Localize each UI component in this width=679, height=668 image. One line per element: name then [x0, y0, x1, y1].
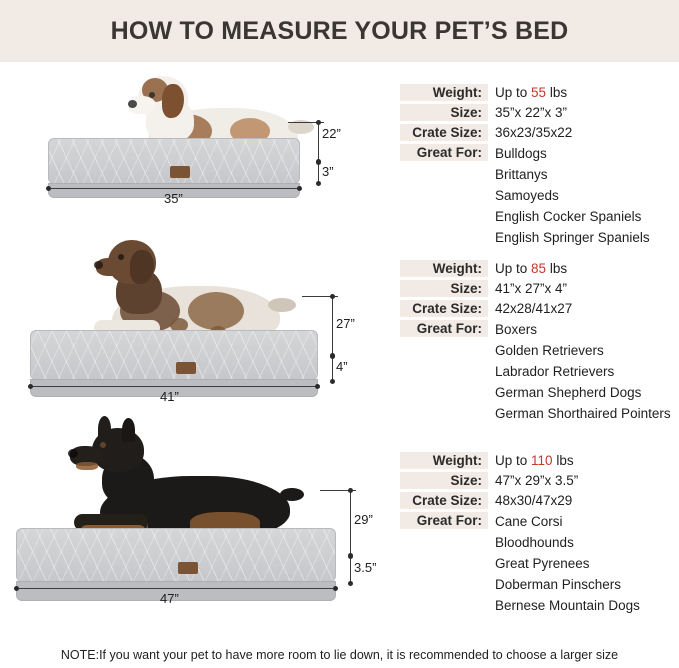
- spec-greatfor-small-3: [400, 207, 679, 226]
- spec-value-great-for-2: Labrador Retrievers: [495, 364, 615, 379]
- dim-dot: [316, 160, 321, 165]
- spec-value-great-for-3: German Shepherd Dogs: [495, 385, 642, 400]
- weight-prefix: Up to: [495, 85, 532, 100]
- weight-suffix: lbs: [552, 453, 574, 468]
- spec-greatfor-large-4: [400, 596, 679, 615]
- spec-value-great-for-1: Brittanys: [495, 167, 548, 182]
- spec-panel-large: [400, 452, 679, 617]
- spec-key-spacer: [400, 383, 488, 385]
- weight-suffix: lbs: [546, 85, 568, 100]
- dim-label-depth-small: 22”: [322, 126, 341, 141]
- spec-greatfor-small-2: [400, 186, 679, 205]
- spec-size-large: [400, 472, 679, 490]
- illustration-small: [0, 62, 400, 234]
- spec-greatfor-medium-4: [400, 404, 679, 423]
- spec-greatfor-medium-2: [400, 362, 679, 381]
- spec-key-spacer: [400, 186, 488, 188]
- dim-dot: [330, 294, 335, 299]
- product-row-large: [0, 426, 679, 626]
- product-row-small: [0, 62, 679, 245]
- weight-suffix: lbs: [546, 261, 568, 276]
- dim-dot: [297, 186, 302, 191]
- spec-value-great-for-0: Cane Corsi: [495, 514, 563, 529]
- dim-dot: [330, 379, 335, 384]
- brand-tag: [170, 166, 190, 178]
- bed-drawing-medium: [30, 330, 318, 398]
- spec-size-medium: [400, 280, 679, 298]
- spec-greatfor-medium-0: [400, 320, 679, 339]
- dim-line-depth-medium: [332, 296, 333, 356]
- dim-dot: [316, 120, 321, 125]
- spec-value-crate-size: 48x30/47x29: [495, 493, 573, 508]
- weight-number: 55: [531, 85, 547, 100]
- dim-line-width-large: [16, 588, 336, 589]
- dim-label-width-small: 35”: [164, 191, 183, 206]
- page-title: HOW TO MEASURE YOUR PET’S BED: [110, 16, 569, 45]
- dim-dot: [348, 581, 353, 586]
- spec-value-crate-size: 42x28/41x27: [495, 301, 573, 316]
- spec-key-great-for: Great For:: [400, 144, 488, 161]
- spec-value-great-for-0: Boxers: [495, 322, 538, 337]
- spec-key-spacer: [400, 596, 488, 598]
- dim-line-height-large: [350, 556, 351, 584]
- spec-value-size: 41”x 27”x 4”: [495, 281, 568, 296]
- weight-number: 85: [531, 261, 547, 276]
- dim-dot: [46, 186, 51, 191]
- spec-value-great-for-4: English Springer Spaniels: [495, 230, 650, 245]
- spec-key-spacer: [400, 533, 488, 535]
- spec-value-weight: [488, 452, 574, 469]
- spec-value-great-for-4: German Shorthaired Pointers: [495, 406, 671, 421]
- spec-crate-small: [400, 124, 679, 142]
- weight-prefix: Up to: [495, 453, 532, 468]
- dim-dot: [333, 586, 338, 591]
- spec-greatfor-large-1: [400, 533, 679, 552]
- spec-key-spacer: [400, 228, 488, 230]
- product-rows: [0, 62, 679, 626]
- spec-key-spacer: [400, 554, 488, 556]
- product-row-medium: [0, 234, 679, 426]
- brand-tag: [178, 562, 198, 574]
- spec-value-weight: [488, 260, 567, 277]
- spec-greatfor-small-0: [400, 144, 679, 163]
- spec-key-great-for: Great For:: [400, 320, 488, 337]
- spec-size-small: [400, 104, 679, 122]
- spec-weight-medium: [400, 260, 679, 278]
- spec-key-size: Size:: [400, 104, 488, 121]
- footer-note: NOTE:If you want your pet to have more room to lie down, it is recommended to choose a larger size: [60, 648, 619, 662]
- spec-greatfor-large-2: [400, 554, 679, 573]
- spec-value-great-for-3: English Cocker Spaniels: [495, 209, 642, 224]
- dim-label-width-medium: 41”: [160, 389, 179, 404]
- dim-line-width-small: [48, 188, 300, 189]
- weight-prefix: Up to: [495, 261, 532, 276]
- spec-key-weight: Weight:: [400, 84, 488, 101]
- dim-dot: [14, 586, 19, 591]
- spec-key-size: Size:: [400, 472, 488, 489]
- illustration-large: [0, 426, 400, 626]
- dim-dot: [315, 384, 320, 389]
- spec-key-spacer: [400, 341, 488, 343]
- spec-key-crate-size: Crate Size:: [400, 300, 488, 317]
- spec-weight-large: [400, 452, 679, 470]
- spec-value-size: 35”x 22”x 3”: [495, 105, 568, 120]
- dim-label-height-large: 3.5”: [354, 560, 377, 575]
- spec-crate-medium: [400, 300, 679, 318]
- spec-value-great-for-3: Doberman Pinschers: [495, 577, 622, 592]
- spec-key-crate-size: Crate Size:: [400, 124, 488, 141]
- spec-key-great-for: Great For:: [400, 512, 488, 529]
- spec-greatfor-medium-3: [400, 383, 679, 402]
- dim-dot: [28, 384, 33, 389]
- dim-dot: [316, 181, 321, 186]
- spec-key-spacer: [400, 575, 488, 577]
- spec-value-crate-size: 36x23/35x22: [495, 125, 573, 140]
- spec-key-weight: Weight:: [400, 260, 488, 277]
- spec-value-great-for-4: Bernese Mountain Dogs: [495, 598, 640, 613]
- spec-panel-medium: [400, 260, 679, 425]
- spec-crate-large: [400, 492, 679, 510]
- weight-number: 110: [531, 453, 553, 468]
- dim-line-width-medium: [30, 386, 318, 387]
- spec-key-weight: Weight:: [400, 452, 488, 469]
- dim-label-height-small: 3”: [322, 164, 334, 179]
- dim-dot: [348, 554, 353, 559]
- dim-dot: [330, 354, 335, 359]
- spec-value-great-for-2: Samoyeds: [495, 188, 559, 203]
- spec-key-crate-size: Crate Size:: [400, 492, 488, 509]
- spec-value-weight: [488, 84, 567, 101]
- spec-panel-small: [400, 84, 679, 249]
- spec-greatfor-large-3: [400, 575, 679, 594]
- page-header: [0, 0, 679, 62]
- spec-value-great-for-1: Golden Retrievers: [495, 343, 604, 358]
- dim-label-height-medium: 4”: [336, 359, 348, 374]
- spec-key-spacer: [400, 165, 488, 167]
- spec-key-size: Size:: [400, 280, 488, 297]
- dim-label-depth-large: 29”: [354, 512, 373, 527]
- dim-line-depth-large: [350, 490, 351, 556]
- illustration-medium: [0, 234, 400, 426]
- spec-value-great-for-0: Bulldogs: [495, 146, 547, 161]
- dim-label-depth-medium: 27”: [336, 316, 355, 331]
- spec-key-spacer: [400, 362, 488, 364]
- spec-key-spacer: [400, 207, 488, 209]
- dim-dot: [348, 488, 353, 493]
- spec-greatfor-small-1: [400, 165, 679, 184]
- spec-key-spacer: [400, 404, 488, 406]
- spec-value-great-for-1: Bloodhounds: [495, 535, 574, 550]
- spec-weight-small: [400, 84, 679, 102]
- spec-greatfor-medium-1: [400, 341, 679, 360]
- spec-value-great-for-2: Great Pyrenees: [495, 556, 590, 571]
- dim-label-width-large: 47”: [160, 591, 179, 606]
- dim-line-depth-small: [318, 122, 319, 162]
- spec-greatfor-large-0: [400, 512, 679, 531]
- spec-value-size: 47”x 29”x 3.5”: [495, 473, 579, 488]
- brand-tag: [176, 362, 196, 374]
